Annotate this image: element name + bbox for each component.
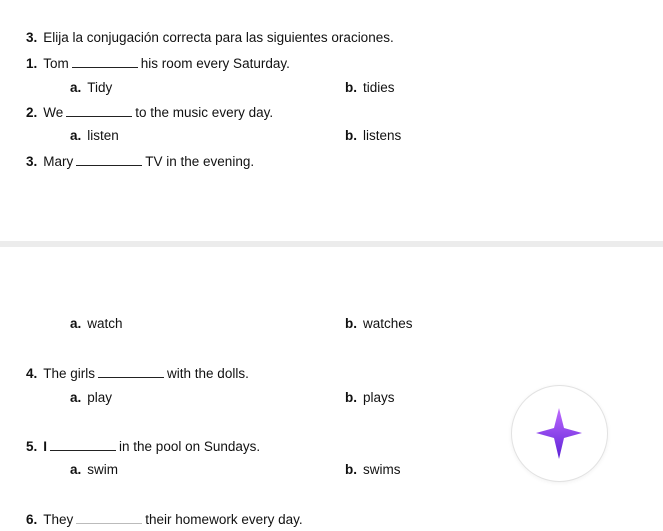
question-2-option-a[interactable]: a. listen [70, 128, 119, 143]
question-3-option-a[interactable]: a. watch [70, 316, 123, 331]
question-2-option-b[interactable]: b. listens [345, 128, 402, 143]
ai-assistant-badge[interactable] [511, 385, 608, 482]
answer-blank[interactable] [76, 153, 142, 166]
question-6: 6. They their homework every day. [26, 512, 303, 527]
question-5-option-b[interactable]: b. swims [345, 462, 401, 477]
answer-blank[interactable] [76, 511, 142, 524]
question-1-option-a[interactable]: a. Tidy [70, 80, 113, 95]
answer-blank[interactable] [66, 104, 132, 117]
question-4-option-a[interactable]: a. play [70, 390, 113, 405]
sparkle-star-icon [534, 406, 584, 461]
question-3: 3. Mary TV in the evening. [26, 154, 255, 169]
question-1: 1. Tom his room every Saturday. [26, 56, 290, 71]
instruction-number: 3. [26, 30, 38, 45]
answer-blank[interactable] [98, 365, 164, 378]
instruction [26, 30, 394, 45]
question-4-option-b[interactable]: b. plays [345, 390, 395, 405]
question-5-option-a[interactable]: a. swim [70, 462, 119, 477]
answer-blank[interactable] [50, 438, 116, 451]
answer-blank[interactable] [72, 55, 138, 68]
question-1-option-b[interactable]: b. tidies [345, 80, 395, 95]
instruction-text: Elija la conjugación correcta para las siguientes oraciones. [43, 30, 394, 45]
page-divider [0, 241, 663, 247]
question-4: 4. The girls with the dolls. [26, 366, 249, 381]
question-2: 2. We to the music every day. [26, 105, 274, 120]
question-5: 5. I in the pool on Sundays. [26, 439, 261, 454]
question-3-option-b[interactable]: b. watches [345, 316, 413, 331]
